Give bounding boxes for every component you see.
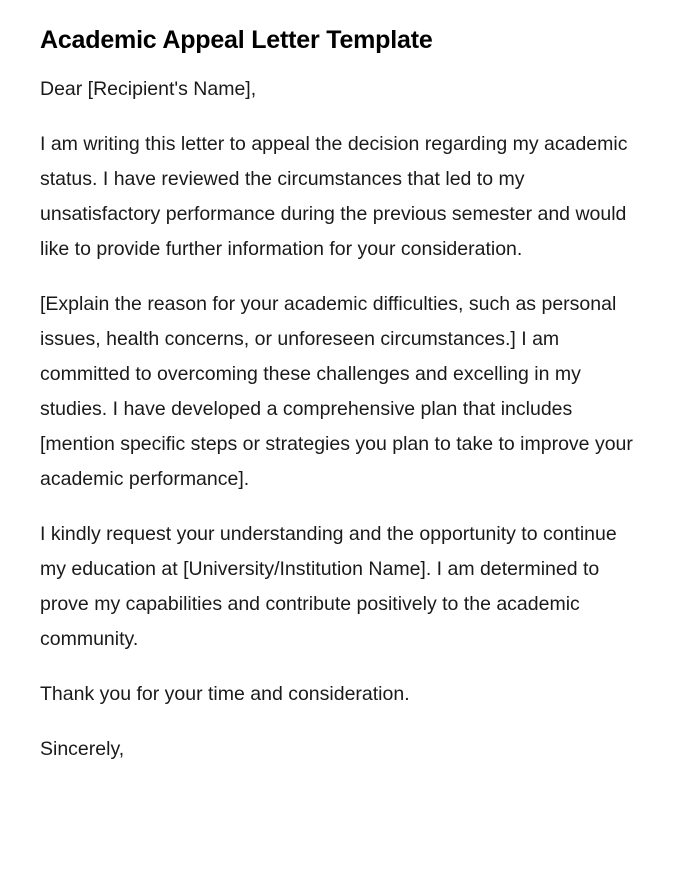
- salutation: Dear [Recipient's Name],: [40, 78, 257, 100]
- paragraph-intro: I am writing this letter to appeal the decision regarding my academic status. I have reviewed the circumstances that led to my unsatisfactory performance during the previous semester and would like to provide further information for your consideration.: [40, 133, 628, 260]
- document-title: Academic Appeal Letter Template: [40, 26, 433, 54]
- paragraph-explanation: [Explain the reason for your academic difficulties, such as personal issues, health concerns, or unforeseen circumstances.] I am committed to overcoming these challenges and excelling in my studies. I have developed a comprehensive plan that includes [mention specific steps or strategies you plan to take to improve your academic performance].: [40, 293, 633, 490]
- paragraph-thanks: Thank you for your time and consideration.: [40, 683, 410, 705]
- paragraph-request: I kindly request your understanding and the opportunity to continue my education at [University/Institution Name]. I am determined to prove my capabilities and contribute positively to the academic community.: [40, 523, 617, 650]
- closing: Sincerely,: [40, 738, 125, 760]
